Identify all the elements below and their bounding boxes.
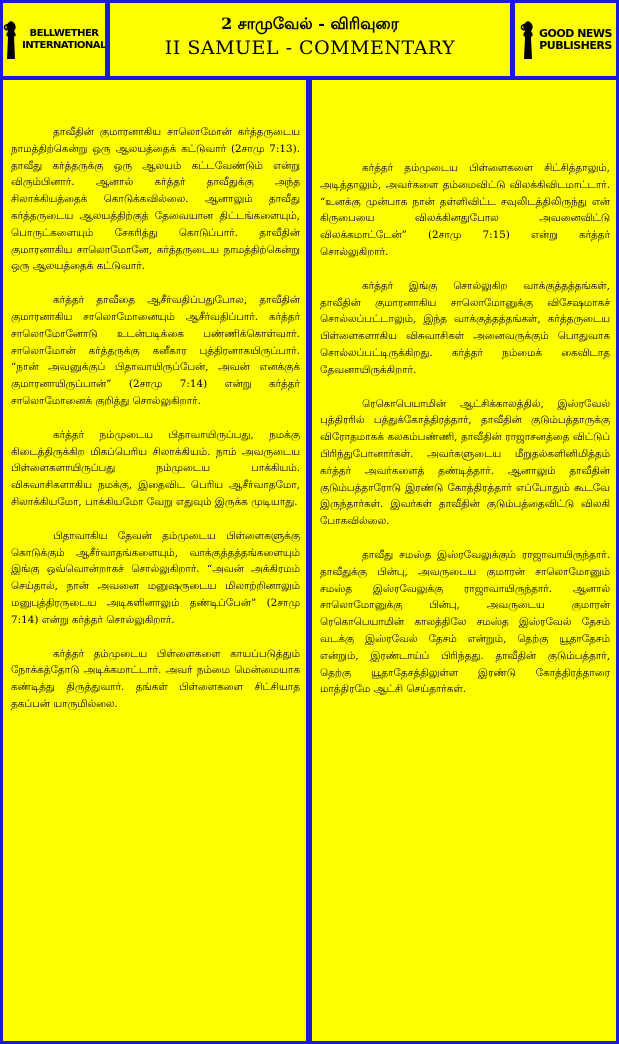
title-panel (110, 3, 510, 76)
paragraph: பிதாவாகிய தேவன் தம்முடைய பிள்ளைகளுக்கு கொடுக்கும் ஆசீர்வாதங்களையும், வாக்குத்தத்தங்களையும் இங்கு ஒவ்வொன்றாகச் சொல்லுகிறார். “அவன் அக்கிரமம் செய்தால், நான் அவனை மனுஷருடைய மிலாற்றினாலும் மனுபுத்திரருடைய அடிகளினாலும் தண்டிப்பேன்” (2சாமு 7:14) என்று கர்த்தர் சொல்லுகிறார். (11, 529, 300, 626)
paragraph: தாவீது சமஸ்த இஸ்ரவேலுக்கும் ராஜாவாயிருந்தார். தாவீதுக்கு பின்பு, அவருடைய குமாரன் சாலொமோனும் சமஸ்த இஸ்ரவேலுக்கு ராஜாவாயிருந்தார். ஆனால் சாலொமோனுக்கு பின்பு, அவருடைய குமாரன் ரெகொபெயாமின் காலத்திலே சமஸ்த இஸ்ரவேல் தேசம் வடக்கு இஸ்ரவேல் தேசம் என்றும், தெற்கு யூதாதேசம் என்றும், இரண்டாய்ப் பிரிந்தது. தாவீதின் குடும்பத்தார், தெற்கு யூதாதேசத்திலுள்ள இரண்டு கோத்திரத்தாரை மாத்திரமே ஆட்சி செய்தார்கள். (320, 548, 610, 696)
logo-line2: PUBLISHERS (539, 38, 612, 52)
logo-line2: INTERNATIONAL (22, 39, 106, 51)
paragraph: தாவீதின் குமாரனாகிய சாலொமோன் கர்த்தருடைய நாமத்திற்கென்று ஒரு ஆலயத்தைக் கட்டுவார் (2சாமு 7:13). தாவீது கர்த்தருக்கு ஒரு ஆலயம் கட்டவேண்டும் என்று விரும்பினார். ஆனால் கர்த்தர் தாவீதுக்கு அந்த சிலாக்கியத்தைக் கொடுக்கவில்லை. ஆனாலும் தாவீது கர்த்தருடைய ஆலயத்திற்குத் தேவையான திட்டங்களையும், பொருட்களையும் சேகரித்து கொடுப்பார். தாவீதின் குமாரனாகிய சாலொமோனே, கர்த்தருடைய நாமத்திற்கென்று ஒரு ஆலயத்தைக் கட்டுவார். (11, 126, 300, 273)
paragraph: கர்த்தர் தம்முடைய பிள்ளைகளை சிட்சித்தாலும், அடித்தாலும், அவர்களை தம்மைவிட்டு விலக்கிவிடமாட்டார். “உனக்கு முன்பாக நான் தள்ளிவிட்ட சவுலிடத்திலிருந்து என் கிருபையை விலக்கினதுபோல அவனைவிட்டு விலக்கமாட்டேன்” (2சாமு 7:15) என்று கர்த்தர் சொல்லுகிறார். (320, 162, 610, 258)
paragraph: கர்த்தர் நம்முடைய பிதாவாயிருப்பது, நமக்கு கிடைத்திருக்கிற மிகப்பெரிய சிலாக்கியம். நாம் அவருடைய பிள்ளைகளாயிருப்பது நம்முடைய பாக்கியம். விசுவாசிகளாகிய நமக்கு, இதைவிட பெரிய ஆசீர்வாதமோ, சிலாக்கியமோ, பாக்கியமோ வேறு எதுவும் இருக்க முடியாது. (11, 428, 300, 508)
publisher-logo-right (515, 3, 616, 76)
paragraph: கர்த்தர் இங்கு சொல்லுகிற வாக்குத்தத்தங்கள், தாவீதின் குமாரனாகிய சாலொமோனுக்கு விசேஷமாகச் சொல்லப்பட்டாலும், இந்த வாக்குத்தத்தங்கள், கர்த்தருடைய பிள்ளைகளாகிய விசுவாசிகள் அனைவருக்கும் பொதுவாக சொல்லப்பட்டிருக்கிறது. கர்த்தர் நம்மைக் கைவிடாத தேவனாயிருக்கிறார். (320, 279, 610, 376)
paragraph: ரெகொபெயாமின் ஆட்சிக்காலத்தில், இஸ்ரவேல் புத்திரரில் பத்துக்கோத்திரத்தார், தாவீதின் குடும்பத்தாருக்கு விரோதமாகக் கலகம்பண்ணி, தாவீதின் ராஜாசனத்தை விட்டுப் பிரிந்துபோனார்கள். அவர்களுடைய மீறுதல்களினிமித்தம் கர்த்தர் அவர்களைத் தண்டித்தார். ஆனாலும் தாவீதின் குடும்பத்தாரோடு இரண்டு கோத்திரத்தார் எப்போதும் கூடவே இருந்தார்கள். இவர்கள் தாவீதின் குடும்பத்தைவிட்டு விலகி போகவில்லை. (320, 397, 610, 528)
logo-line1: GOOD NEWS (539, 26, 612, 40)
paragraph: கர்த்தர் தம்முடைய பிள்ளைகளை காயப்படுத்தும் நோக்கத்தோடு அடிக்கமாட்டார். அவர் நம்மை மென்மையாக கண்டித்து திருத்துவார். தங்கள் பிள்ளைகளை சிட்சியாத தகப்பன் யாருமில்லை. (11, 647, 300, 710)
paragraph: கர்த்தர் தாவீதை ஆசீர்வதிப்பதுபோல, தாவீதின் குமாரனாகிய சாலொமோனையும் ஆசீர்வதிப்பார். கர்த்தர் சாலொமோனோடு உடன்படிக்கை பண்ணிக்கொள்வார். சாலொமோன் கர்த்தருக்கு கனீகார புத்திரனாகயிருப்பார். “நான் அவனுக்குப் பிதாவாயிருப்பேன், அவன் எனக்குக் குமாரனாயிருப்பான்” (2சாமு 7:14) என்று கர்த்தர் சாலொமோனைக் குறித்து சொல்லுகிறார். (11, 294, 300, 407)
publisher-logo-left (3, 3, 105, 76)
ram-icon (519, 19, 537, 61)
title-english: II SAMUEL - COMMENTARY (164, 37, 456, 59)
right-column (312, 80, 616, 1041)
logo-line1: BELLWETHER (29, 27, 99, 39)
title-tamil: 2 சாமுவேல் - விரிவுரை (221, 14, 399, 33)
left-column (3, 80, 306, 1041)
ram-icon (2, 19, 20, 61)
